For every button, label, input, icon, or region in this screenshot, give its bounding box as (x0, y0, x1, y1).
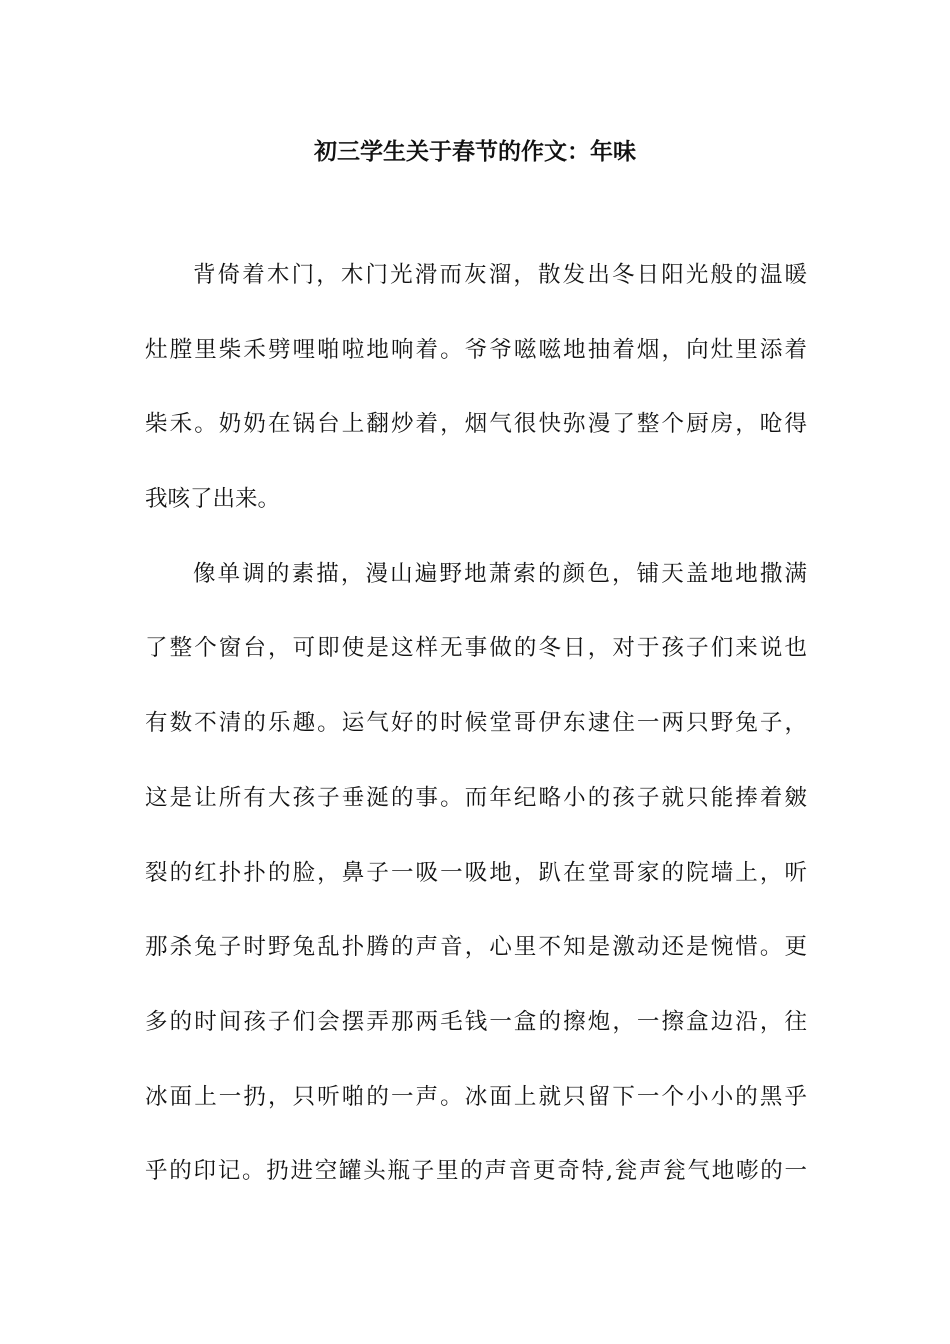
text-line: 那杀兔子时野兔乱扑腾的声音，心里不知是激动还是惋惜。更 (145, 934, 807, 961)
document-body (145, 256, 807, 1227)
text-line: 灶膛里柴禾劈哩啪啦地响着。爷爷嗞嗞地抽着烟，向灶里添着 (145, 336, 807, 363)
paragraph-2 (145, 555, 807, 1227)
text-line: 有数不清的乐趣。运气好的时候堂哥伊东逮住一两只野兔子， (145, 710, 807, 737)
text-line: 裂的红扑扑的脸，鼻子一吸一吸地，趴在堂哥家的院墙上，听 (145, 859, 807, 886)
text-line: 像单调的素描，漫山遍野地萧索的颜色，铺天盖地地撒满 (193, 560, 807, 587)
text-line: 这是让所有大孩子垂涎的事。而年纪略小的孩子就只能捧着皴 (145, 784, 807, 811)
paragraph-1 (145, 256, 807, 555)
text-line: 柴禾。奶奶在锅台上翻炒着，烟气很快弥漫了整个厨房，呛得 (145, 411, 807, 438)
text-line: 冰面上一扔，只听啪的一声。冰面上就只留下一个小小的黑乎 (145, 1083, 807, 1110)
text-line: 乎的印记。扔进空罐头瓶子里的声音更奇特,瓮声瓮气地嘭的一 (145, 1158, 807, 1185)
document-title: 初三学生关于春节的作文：年味 (314, 138, 636, 165)
text-line: 背倚着木门，木门光滑而灰溜，散发出冬日阳光般的温暖 (193, 262, 807, 288)
text-line: 多的时间孩子们会摆弄那两毛钱一盒的擦炮，一擦盒边沿，往 (145, 1008, 807, 1035)
text-line: 了整个窗台，可即使是这样无事做的冬日，对于孩子们来说也 (145, 635, 807, 662)
text-line: 我咳了出来。 (145, 486, 281, 513)
